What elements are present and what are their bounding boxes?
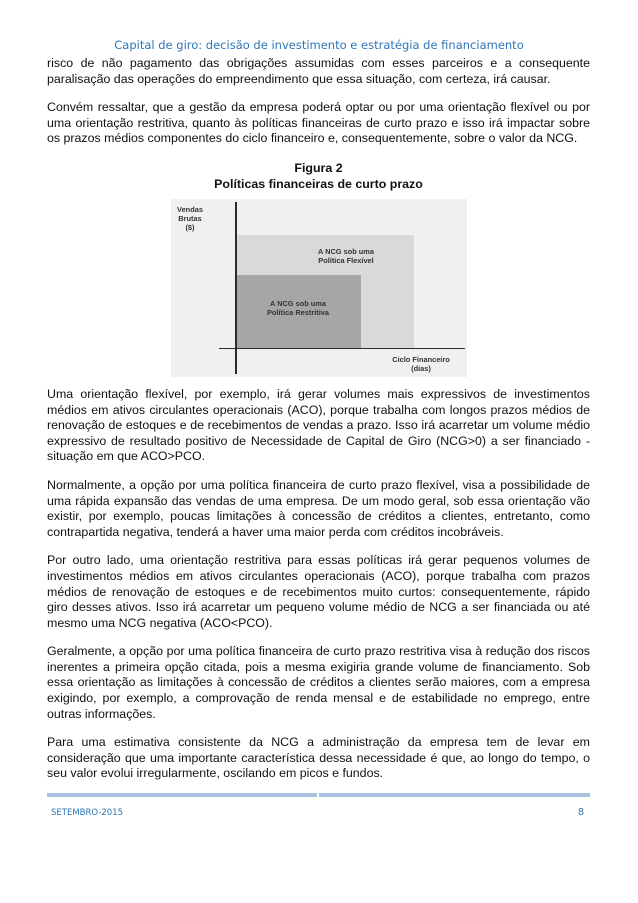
paragraph: Convém ressaltar, que a gestão da empresa poderá optar ou por uma orientação flexível ou por uma orientação restritiva, quanto às políticas financeiras de curto prazo e isso irá impactar sobre os prazos médios componentes do ciclo financeiro e, consequentemente, sobre o valor da NCG.: [47, 100, 590, 146]
ncg-policy-diagram: [171, 199, 467, 377]
figure-number: Figura 2: [294, 160, 343, 175]
paragraph: Por outro lado, uma orientação restritiva para essas políticas irá gerar pequenos volumes de investimentos médios em ativos circulantes operacionais (ACO), porque trabalha com prazos médios de renovação de estoques e de recebimentos muito curtos: consequentemente, rápido giro desses ativos. Isso irá acarretar um pequeno volume médio de NCG a ser financiada ou até mesmo uma NCG negativa (ACO<PCO).: [47, 553, 590, 630]
flexible-policy-label: A NCG sob uma Política Flexível: [318, 246, 374, 265]
restrictive-policy-label: A NCG sob uma Política Restritiva: [266, 298, 330, 317]
paragraph: Normalmente, a opção por uma política financeira de curto prazo flexível, visa a possibilidade de uma rápida expansão das vendas de uma empresa. De um modo geral, sob essa orientação vão existir, por exemplo, poucas limitações à concessão de créditos a clientes, entretanto, como contrapartida negativa, tenderá a haver uma maior perda com créditos incobráveis.: [47, 477, 590, 539]
page-body: [47, 56, 590, 795]
paragraph: risco de não pagamento das obrigações assumidas com esses parceiros e a consequente paralisação das operações do empreendimento que essa situação, com certeza, irá causar.: [47, 56, 590, 86]
paragraph: Uma orientação flexível, por exemplo, irá gerar volumes mais expressivos de investimentos médios em ativos circulantes operacionais (ACO), porque trabalha com longos prazos médios de renovação de estoques e de recebimentos de vendas a prazo. Isso irá acarretar um volume médio expressivo de resultado positivo de Necessidade de Capital de Giro (NCG>0) a ser financiado - situação em que ACO>PCO.: [47, 386, 590, 464]
paragraph: Geralmente, a opção por uma política financeira de curto prazo restritiva visa à redução dos riscos inerentes a primeira opção citada, pois a mesma exigiria grande volume de financiamento. Sob essa orientação as limitações à concessão de créditos a clientes serão maiores, com a empresa exigindo, por exemplo, a comprovação de renda mensal e de estabilidade no emprego, entre outras informações.: [47, 644, 590, 721]
x-axis-label: Ciclo Financeiro (dias): [392, 354, 450, 373]
footer-rule-notch: [317, 793, 319, 797]
footer-date: SETEMBRO-2015: [51, 808, 124, 818]
page-number: 8: [578, 807, 585, 818]
x-axis: [219, 348, 465, 350]
y-axis-label: Vendas Brutas ($): [177, 204, 203, 232]
figure-title: Políticas financeiras de curto prazo: [214, 176, 423, 191]
paragraph: Para uma estimativa consistente da NCG a administração da empresa tem de levar em consideração que uma importante característica dessa necessidade é que, ao longo do tempo, o seu valor evolui irregularmente, oscilando em picos e fundos.: [47, 735, 590, 781]
footer-rule: [47, 793, 590, 797]
running-header: Capital de giro: decisão de investimento e estratégia de financiamento: [114, 38, 524, 52]
